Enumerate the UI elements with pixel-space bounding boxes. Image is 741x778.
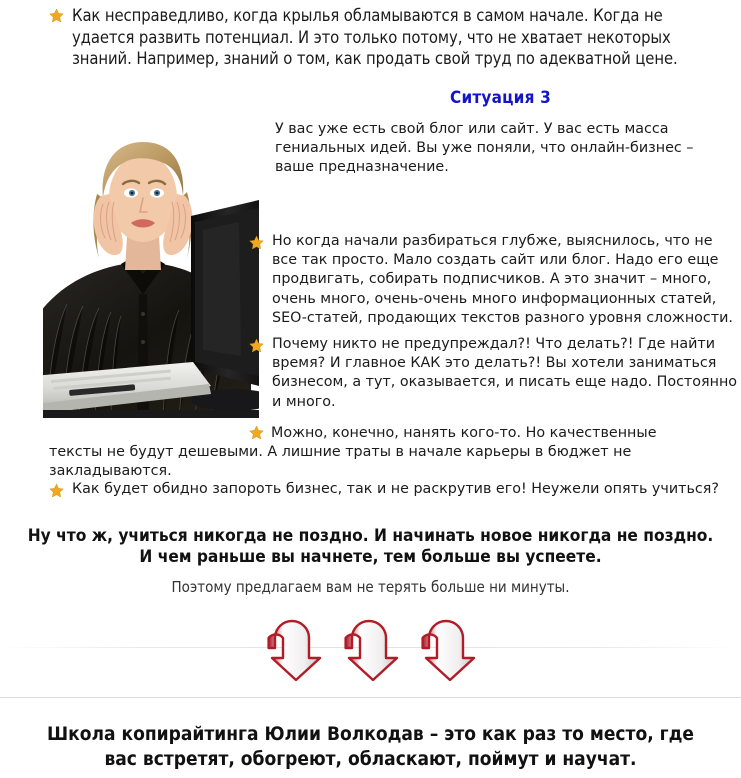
star-bullet-icon <box>249 425 264 440</box>
intro-paragraph: У вас уже есть свой блог или сайт. У вас есть масса гениальных идей. Вы уже поняли, что онлайн-бизнес – ваше предназначение. <box>275 121 694 175</box>
star-bullet-icon <box>49 8 64 23</box>
top-bullet-item <box>49 5 725 70</box>
sub-line-text: Поэтому предлагаем вам не терять больше ни минуты. <box>171 578 570 596</box>
list-item-text: Как будет обидно запороть бизнес, так и не раскрутив его! Неужели опять учиться? <box>72 481 719 497</box>
star-bullet-icon <box>249 235 264 250</box>
list-item-text: Но когда начали разбираться глубже, выяснилось, что не все так просто. Мало создать сайт или блог. Надо его еще продвигать, собирать подписчиков. А это значит – много, очень много, очень-очень много информационных статей, SEO-статей, продающих текстов разного уровня сложности. <box>272 233 733 326</box>
callout-text <box>20 526 721 568</box>
star-bullet-icon <box>249 338 264 353</box>
top-bullet-text: Как несправедливо, когда крылья обламываются в самом начале. Когда не удается развить потенциал. И это только потому, что не хватает некоторых знаний. Например, знаний о том, как продать свой труд по адекватной цене. <box>72 6 678 68</box>
callout-line-1: Ну что ж, учиться никогда не поздно. И начинать новое никогда не поздно. <box>27 526 714 546</box>
u-turn-down-arrow-icon <box>343 617 399 681</box>
stressed-woman-at-computer-photo <box>43 118 259 418</box>
bottom-headline-line-2: вас встретят, обогреют, обласкают, поймут и научат. <box>104 748 637 770</box>
right-bullet-list <box>249 232 741 419</box>
callout-line-2: И чем раньше вы начнете, тем больше вы успеете. <box>139 547 602 567</box>
wrapping-bullet-rest-text: тексты не будут дешевыми. А лишние траты в начале карьеры в бюджет не закладываются. <box>49 444 632 480</box>
horizontal-divider <box>0 697 741 698</box>
u-turn-down-arrow-icon <box>266 617 322 681</box>
list-item-text: Почему никто не предупреждал?! Что делать?! Где найти время? И главное КАК это делать?! Вы хотели заниматься бизнесом, а тут, оказывается, и писать еще надо. Постоянно и много. <box>272 336 738 410</box>
bottom-headline-line-1: Школа копирайтинга Юлии Волкодав – это как раз то место, где <box>46 723 694 745</box>
page-title: Ситуация 3 <box>450 88 551 108</box>
bottom-headline <box>20 722 721 772</box>
list-item <box>249 335 741 412</box>
list-item <box>249 232 741 328</box>
arrow-row <box>0 617 741 681</box>
wrapping-bullet-lead-text: Можно, конечно, нанять кого-то. Но качественные <box>271 425 657 441</box>
star-bullet-icon <box>49 483 64 498</box>
list-item <box>49 480 739 499</box>
wrapping-bullet-item <box>49 422 739 482</box>
u-turn-down-arrow-icon <box>420 617 476 681</box>
